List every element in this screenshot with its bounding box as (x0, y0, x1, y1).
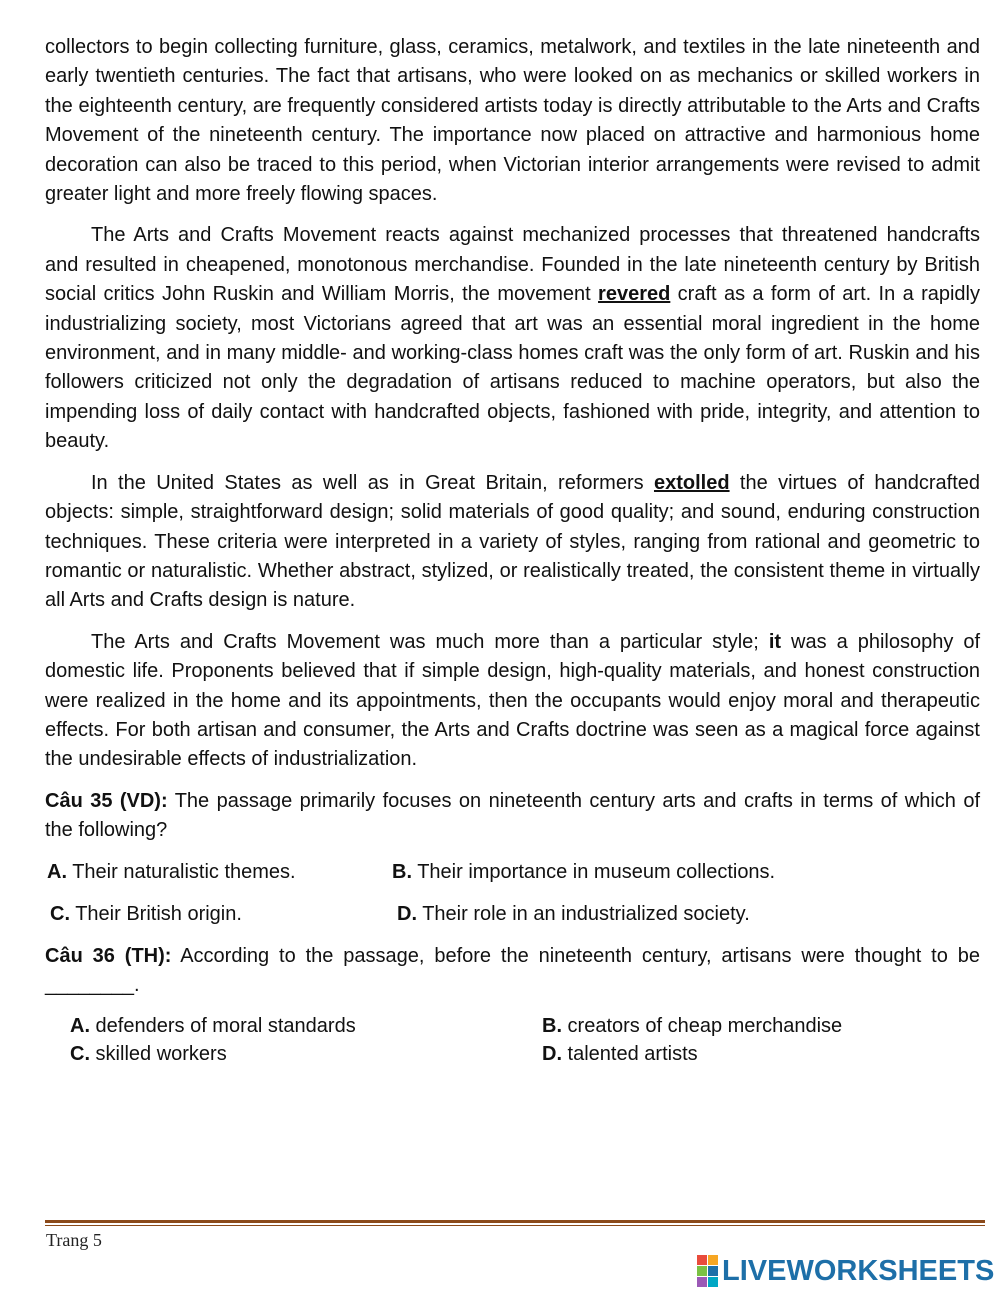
question-label: Câu 35 (VD): (45, 789, 168, 812)
logo-cell (708, 1266, 718, 1276)
highlighted-word-extolled: extolled (653, 471, 730, 494)
option-d[interactable] (542, 1040, 698, 1068)
paragraph-text: was a philosophy of domestic life. Proponents believed that if simple design, high-quality materials, and honest construction were realized in the home and its appointments, then the occupants would enjoy moral and therapeutic effects. For both artisan and consumer, the Arts and Crafts doctrine was seen as a magical force against the undesirable effects of industrialization. (45, 630, 980, 771)
paragraph-text: The Arts and Crafts Movement was much more than a particular style; (91, 630, 769, 653)
option-key: A. (70, 1015, 90, 1038)
liveworksheets-logo-icon (697, 1255, 718, 1287)
footer-divider (45, 1220, 985, 1223)
option-key: B. (392, 860, 412, 883)
question-35 (45, 787, 980, 846)
question-text: The passage primarily focuses on nineteenth century arts and crafts in terms of which of the following? (45, 789, 981, 842)
question-36-options-row-2 (45, 1040, 980, 1068)
question-label: Câu 36 (TH): (45, 944, 172, 967)
option-c[interactable] (50, 900, 242, 929)
option-key: D. (397, 902, 417, 925)
logo-cell (708, 1277, 718, 1287)
paragraph-text: In the United States as well as in Great Britain, reformers (91, 471, 654, 494)
option-text: talented artists (562, 1043, 698, 1066)
option-a[interactable] (70, 1012, 356, 1040)
logo-cell (708, 1255, 718, 1265)
logo-cell (697, 1277, 707, 1287)
question-35-options-row-1 (45, 858, 980, 887)
paragraph-text: The Arts and Crafts Movement reacts against mechanized processes that threatened handcrafts and resulted in cheapened, monotonous merchandise. Founded in the late nineteenth century by British social critics John Ruskin and William Morris, the movement (45, 224, 980, 306)
option-text: Their British origin. (70, 902, 242, 925)
question-36 (45, 942, 980, 1001)
option-text: Their importance in museum collections. (412, 860, 776, 883)
option-text: creators of cheap merchandise (562, 1015, 843, 1038)
option-key: D. (542, 1043, 562, 1066)
option-c[interactable] (70, 1040, 227, 1068)
option-b[interactable] (392, 858, 775, 887)
brand-name: LIVEWORKSHEETS (722, 1255, 995, 1287)
option-key: C. (70, 1043, 90, 1066)
option-d[interactable] (397, 900, 750, 929)
logo-cell (697, 1266, 707, 1276)
page-number: Trang 5 (46, 1230, 102, 1250)
paragraph-text: the virtues of handcrafted objects: simple, straightforward design; solid materials of good quality; and sound, enduring construction techniques. These criteria were interpreted in a variety of styles, ranging from rational and geometric to romantic or naturalistic. Whether abstract, stylized, or realistically treated, the consistent theme in virtually all Arts and Crafts design is nature. (45, 471, 980, 612)
logo-cell (697, 1255, 707, 1265)
highlighted-word-it: it (768, 630, 782, 653)
passage-paragraph-4 (45, 628, 980, 775)
worksheet-page (45, 33, 980, 1068)
question-text: According to the passage, before the nineteenth century, artisans were thought to be ________. (45, 944, 980, 996)
paragraph-text: craft as a form of art. In a rapidly industrializing society, most Victorians agreed that art was an essential moral ingredient in the home environment, and in many middle- and working-class homes craft was the only form of art. Ruskin and his followers criticized not only the degradation of artisans reduced to machine operators, but also the impending loss of daily contact with handcrafted objects, fashioned with pride, integrity, and attention to beauty. (45, 283, 980, 453)
option-text: Their role in an industrialized society. (417, 902, 750, 925)
option-key: A. (47, 860, 67, 883)
passage-paragraph-3 (45, 469, 980, 616)
option-b[interactable] (542, 1012, 842, 1040)
question-36-options-row-1 (45, 1012, 980, 1040)
option-text: defenders of moral standards (90, 1015, 356, 1038)
option-key: B. (542, 1015, 562, 1038)
option-text: skilled workers (90, 1043, 227, 1066)
passage-paragraph-2 (45, 221, 980, 456)
liveworksheets-brand[interactable] (697, 1256, 994, 1286)
option-text: Their naturalistic themes. (67, 860, 296, 883)
option-key: C. (50, 902, 70, 925)
footer-divider-thin (45, 1225, 985, 1226)
highlighted-word-revered: revered (598, 283, 671, 306)
passage-paragraph-1: collectors to begin collecting furniture, glass, ceramics, metalwork, and textiles in the late nineteenth and early twentieth centuries. The fact that artisans, who were looked on as mechanics or skilled workers in the eighteenth century, are frequently considered artists today is directly attributable to the Arts and Crafts Movement of the nineteenth century. The importance now placed on attractive and harmonious home decoration can also be traced to this period, when Victorian interior arrangements were revised to admit greater light and more freely flowing spaces. (45, 36, 980, 206)
option-a[interactable] (47, 858, 296, 887)
question-35-options-row-2 (45, 900, 980, 929)
